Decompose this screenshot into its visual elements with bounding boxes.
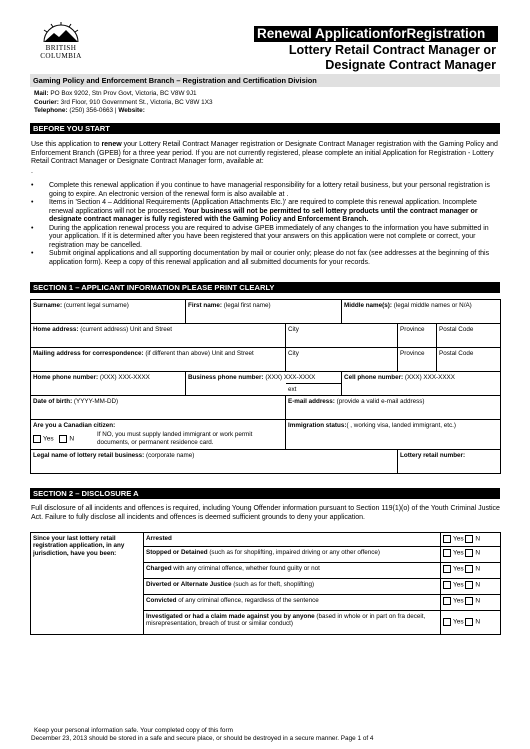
courier-address: 3rd Floor, 910 Government St., Victoria, BC V8W 1X3 xyxy=(60,98,213,106)
intro-text-a: Use this application to xyxy=(31,141,102,148)
section1-heading: SECTION 1 – APPLICANT INFORMATION PLEASE PRINT CLEARLY xyxy=(30,282,500,293)
footer-line-2: December 23, 2013 should be stored in a safe and secure place, or should be destroyed in a secure manner. Page 1 of 4 xyxy=(31,735,374,742)
bullet-2-text: Items in 'Section 4 – Additional Requirements (Application Attachments Etc.)' are required to complete this renewal application. Incomplete renewal applications will not be processed. xyxy=(49,199,477,215)
business-phone-field[interactable]: Business phone number: (XXX) XXX-XXXX ext xyxy=(186,372,342,396)
disclosure-question: Investigated or had a claim made against you by anyone (based in whole or in part on fra deceit, misrepresentation, breach of trust or similar conduct) xyxy=(144,611,441,635)
disclosure-question: Convicted of any criminal offence, regardless of the sentence xyxy=(144,595,441,611)
yes-checkbox[interactable] xyxy=(443,581,451,589)
mail-address: PO Box 9202, Stn Prov Govt, Victoria, BC V8W 9J1 xyxy=(50,90,197,97)
home-phone-field[interactable]: Home phone number: (XXX) XXX-XXXX xyxy=(31,372,186,396)
bc-logo xyxy=(36,22,86,72)
mailing-province-field[interactable]: Province xyxy=(398,348,437,372)
middle-name-field[interactable]: Middle name(s): (legal middle names or N/A) xyxy=(342,300,501,324)
section2-heading: SECTION 2 – DISCLOSURE A xyxy=(30,488,500,499)
subtitle-line-2: Designate Contract Manager xyxy=(325,58,496,72)
no-checkbox[interactable] xyxy=(465,565,473,573)
instructions-list xyxy=(31,182,501,267)
mail-label: Mail: xyxy=(34,90,49,97)
bullet-2-bold: Your business will not be permitted to sell lottery products until the contract manager or designate contract manager is fully registered with the Gaming Policy and Enforcement Branch. xyxy=(49,207,478,223)
no-checkbox[interactable] xyxy=(465,581,473,589)
bullet-1-text: Complete this renewal application if you continue to have managerial responsibility for a lottery retail business, but your personal registration is going to expire. An electronic version of the renewal form is also available at . xyxy=(49,182,490,198)
telephone-label: Telephone: xyxy=(34,107,68,115)
no-checkbox[interactable] xyxy=(465,535,473,543)
form-title: Renewal ApplicationforRegistration xyxy=(254,26,498,42)
list-item: • During the application renewal process you are required to advise GPEB immediately of any changes to the information you have submitted in your application. If it is determined after you have been registered that your answers on this application were not complete or correct, your registration may be cancelled. xyxy=(31,224,489,249)
retail-number-field[interactable]: Lottery retail number: xyxy=(398,450,501,474)
footer-line-1: Keep your personal information safe. Your completed copy of this form xyxy=(34,727,233,734)
disclosure-answer: Yes N xyxy=(441,611,501,635)
intro-dot: . xyxy=(31,168,33,175)
business-name-field[interactable]: Legal name of lottery retail business: (corporate name) xyxy=(31,450,398,474)
sun-mountains-icon xyxy=(40,22,82,44)
disclosure-answer: Yes N xyxy=(441,563,501,579)
citizen-no-checkbox[interactable] xyxy=(59,435,67,443)
intro-renew: renew xyxy=(101,141,122,148)
citizen-note: If NO, you must supply landed immigrant or work permit documents, or permanent residence card. xyxy=(97,431,253,446)
yes-checkbox[interactable] xyxy=(443,535,451,543)
logo-text-columbia: COLUMBIA xyxy=(40,52,82,60)
telephone-number: (250) 356-0663 | xyxy=(69,107,117,115)
mailing-city-field[interactable]: City xyxy=(286,348,398,372)
bullet-4-text: Submit original applications and all supporting documentation by mail or courier only; please do not fax (see addresses at the beginning of this application form). Keep a copy of this renewal application and all submitted documents for your records. xyxy=(49,250,490,266)
disclosure-question: Stopped or Detained (such as for shoplifting, impaired driving or any other offence) xyxy=(144,547,441,563)
bullet-3-text: During the application renewal process you are required to advise GPEB immediately of any changes to the information you have submitted in your application. If it is determined after you have been registered that your answers on this application were not complete or correct, your registration may be cancelled. xyxy=(49,224,489,249)
mailing-postal-field[interactable]: Postal Code xyxy=(437,348,501,372)
home-address-field[interactable]: Home address: (current address) Unit and Street xyxy=(31,324,286,348)
before-you-start-heading: BEFORE YOU START xyxy=(30,123,500,134)
disclosure-answer: Yes N xyxy=(441,533,501,547)
disclosure-question: Charged with any criminal offence, whether found guilty or not xyxy=(144,563,441,579)
home-postal-field[interactable]: Postal Code xyxy=(437,324,501,348)
citizen-yes-checkbox[interactable] xyxy=(33,435,41,443)
branch-bar: Gaming Policy and Enforcement Branch – Registration and Certification Division xyxy=(30,74,500,87)
dob-field[interactable]: Date of birth: (YYYY-MM-DD) xyxy=(31,396,286,420)
immigration-status-field[interactable]: Immigration status:( , working visa, landed immigrant, etc.) xyxy=(286,420,501,450)
list-item: • Submit original applications and all supporting documentation by mail or courier only; please do not fax (see addresses at the beginning of this application form). Keep a copy of this renewal application and all submitted documents for your records. xyxy=(31,250,490,266)
disclosure-question: Arrested xyxy=(144,533,441,547)
website-label: Website: xyxy=(118,107,145,115)
yes-checkbox[interactable] xyxy=(443,597,451,605)
disclosure-answer: Yes N xyxy=(441,579,501,595)
home-city-field[interactable]: City xyxy=(286,324,398,348)
contact-block xyxy=(34,90,213,116)
subtitle-line-1: Lottery Retail Contract Manager or xyxy=(288,43,496,57)
disclosure-table xyxy=(30,532,501,635)
intro-text-b: your Lottery Retail Contract Manager registration or Designate Contract Manager registration with the Gaming Policy and Enforcement Branch (GPEB) for a three year period. If you are not currently registered, please complete an initial Application for Registration - Lottery Retail Contract Manager or Designate Contract Manager form, available at: xyxy=(31,141,498,165)
surname-field[interactable]: Surname: (current legal surname) xyxy=(31,300,186,324)
disclosure-answer: Yes N xyxy=(441,547,501,563)
email-field[interactable]: E-mail address: (provide a valid e-mail address) xyxy=(286,396,501,420)
cell-phone-field[interactable]: Cell phone number: (XXX) XXX-XXXX xyxy=(342,372,501,396)
form-subtitle xyxy=(289,43,496,73)
canadian-citizen-field: Are you a Canadian citizen: Yes N If NO, you must supply landed immigrant or work permit documents, or permanent residence card. xyxy=(31,420,286,450)
list-item: • Complete this renewal application if you continue to have managerial responsibility for a lottery retail business, but your personal registration is going to expire. An electronic version of the renewal form is also available at . xyxy=(31,182,490,198)
since-last-application-label: Since your last lottery retail registration application, in any jurisdiction, have you been: xyxy=(31,533,144,635)
ext-field[interactable]: ext xyxy=(286,383,341,395)
no-checkbox[interactable] xyxy=(465,549,473,557)
applicant-info-table xyxy=(30,299,501,474)
section2-intro: Full disclosure of all incidents and offences is required, including Young Offender information pursuant to Section 119(1)(o) of the Youth Criminal Justice Act. Failure to fully disclose all incidents and offences is deemed sufficient grounds to deny your application. xyxy=(31,505,500,521)
list-item: • Items in 'Section 4 – Additional Requirements (Application Attachments Etc.)' are required to complete this renewal application. Incomplete renewal applications will not be processed. Your business will not be permitted to sell lottery products until the contract manager or designate contract manager is fully registered with the Gaming Policy and Enforcement Branch. xyxy=(31,199,478,223)
yes-checkbox[interactable] xyxy=(443,549,451,557)
yes-checkbox[interactable] xyxy=(443,565,451,573)
no-checkbox[interactable] xyxy=(465,618,473,626)
no-checkbox[interactable] xyxy=(465,597,473,605)
courier-label: Courier: xyxy=(34,98,59,106)
home-province-field[interactable]: Province xyxy=(398,324,437,348)
disclosure-answer: Yes N xyxy=(441,595,501,611)
yes-checkbox[interactable] xyxy=(443,618,451,626)
disclosure-question: Diverted or Alternate Justice (such as for theft, shoplifting) xyxy=(144,579,441,595)
mailing-address-field[interactable]: Mailing address for correspondence: (if different than above) Unit and Street xyxy=(31,348,286,372)
intro-paragraph xyxy=(31,141,501,167)
first-name-field[interactable]: First name: (legal first name) xyxy=(186,300,342,324)
logo-text-british: BRITISH xyxy=(45,44,77,52)
